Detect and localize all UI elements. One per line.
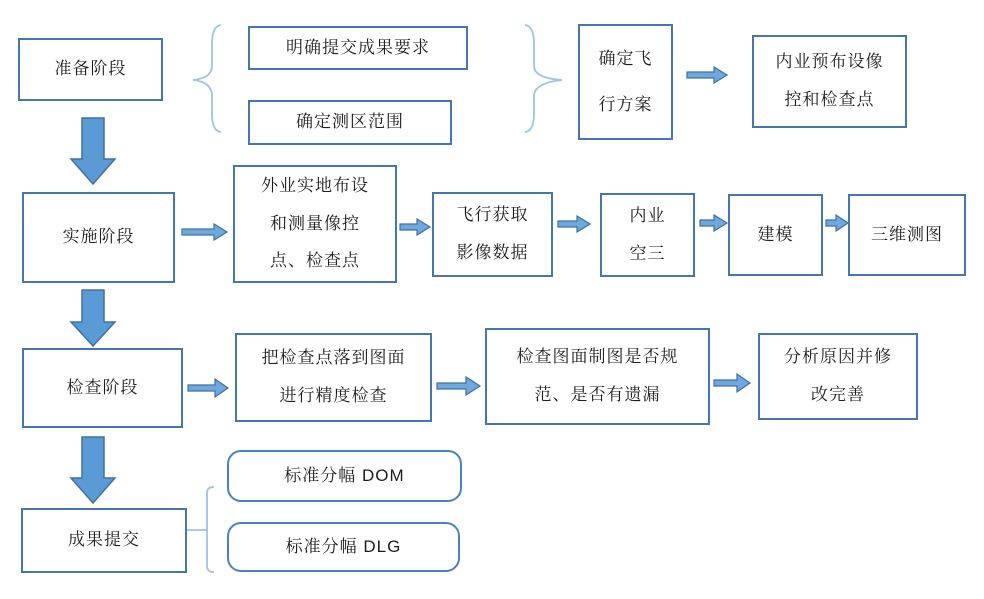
node-label-line: 内业预布设像	[775, 52, 884, 72]
node-label: 三维测图	[871, 224, 943, 244]
node-3d-mapping	[848, 194, 966, 276]
arrow-down-icon	[71, 437, 115, 503]
node-label: 检查阶段	[66, 377, 139, 397]
node-label: 实施阶段	[62, 227, 135, 247]
node-analyze-and-fix	[758, 333, 918, 420]
node-label-line: 影像数据	[456, 243, 529, 262]
node-standard-sheet-dlg	[227, 522, 460, 572]
node-label-line: 空三	[629, 243, 666, 263]
node-label: 标准分幅 DOM	[284, 465, 405, 485]
node-label: 准备阶段	[54, 59, 127, 79]
node-label-line: 和测量像控	[270, 213, 360, 233]
node-label: 确定测区范围	[296, 112, 404, 132]
arrow-right-icon	[188, 379, 228, 397]
node-label-line: 范、是否有遗漏	[534, 385, 661, 404]
node-flight-plan	[578, 24, 673, 140]
node-label-line: 确定飞	[598, 48, 653, 68]
delivery-bracket-icon	[184, 487, 214, 572]
node-label-line: 外业实地布设	[261, 175, 369, 195]
node-office-prelayout-control-points	[752, 35, 907, 128]
node-label-line: 飞行获取	[456, 205, 529, 225]
node-label: 明确提交成果要求	[286, 37, 430, 57]
node-define-survey-area	[248, 100, 452, 145]
node-modeling	[728, 194, 823, 276]
left-brace-icon	[193, 25, 221, 132]
node-drawing-standard-check	[485, 328, 710, 425]
node-label: 标准分幅 DLG	[285, 536, 402, 556]
node-field-layout-measure-points	[233, 165, 397, 283]
arrow-down-icon	[71, 290, 115, 346]
arrow-right-icon	[826, 215, 848, 231]
node-label-line: 进行精度检查	[279, 386, 388, 405]
node-preparation-phase	[18, 38, 163, 101]
node-label-line: 行方案	[598, 94, 653, 114]
node-label-line: 点、检查点	[270, 251, 360, 271]
arrow-right-icon	[558, 216, 590, 232]
arrow-right-icon	[437, 377, 480, 395]
node-accuracy-check	[235, 333, 432, 422]
right-brace-icon	[525, 25, 562, 132]
arrow-right-icon	[687, 67, 727, 83]
arrow-right-icon	[714, 374, 750, 392]
node-flight-acquire-imagery	[432, 192, 553, 277]
arrow-right-icon	[700, 215, 727, 231]
node-label-line: 改完善	[811, 385, 865, 404]
node-deliver-results	[21, 508, 187, 573]
node-inspection-phase	[22, 348, 183, 428]
node-label: 建模	[757, 224, 794, 244]
node-implementation-phase	[22, 192, 175, 283]
node-label: 成果提交	[68, 530, 140, 550]
arrow-down-icon	[71, 118, 115, 184]
node-office-aerotriangulation	[600, 193, 695, 277]
node-label-line: 分析原因并修	[784, 347, 892, 367]
node-standard-sheet-dom	[227, 450, 462, 502]
node-label-line: 控和检查点	[784, 90, 875, 109]
node-label-line: 把检查点落到图面	[261, 348, 406, 368]
node-clarify-deliverables	[248, 26, 468, 70]
node-label-line: 检查图面制图是否规	[516, 347, 679, 367]
arrow-right-icon	[182, 224, 227, 240]
node-label-line: 内业	[629, 205, 666, 225]
arrow-right-icon	[400, 219, 430, 235]
